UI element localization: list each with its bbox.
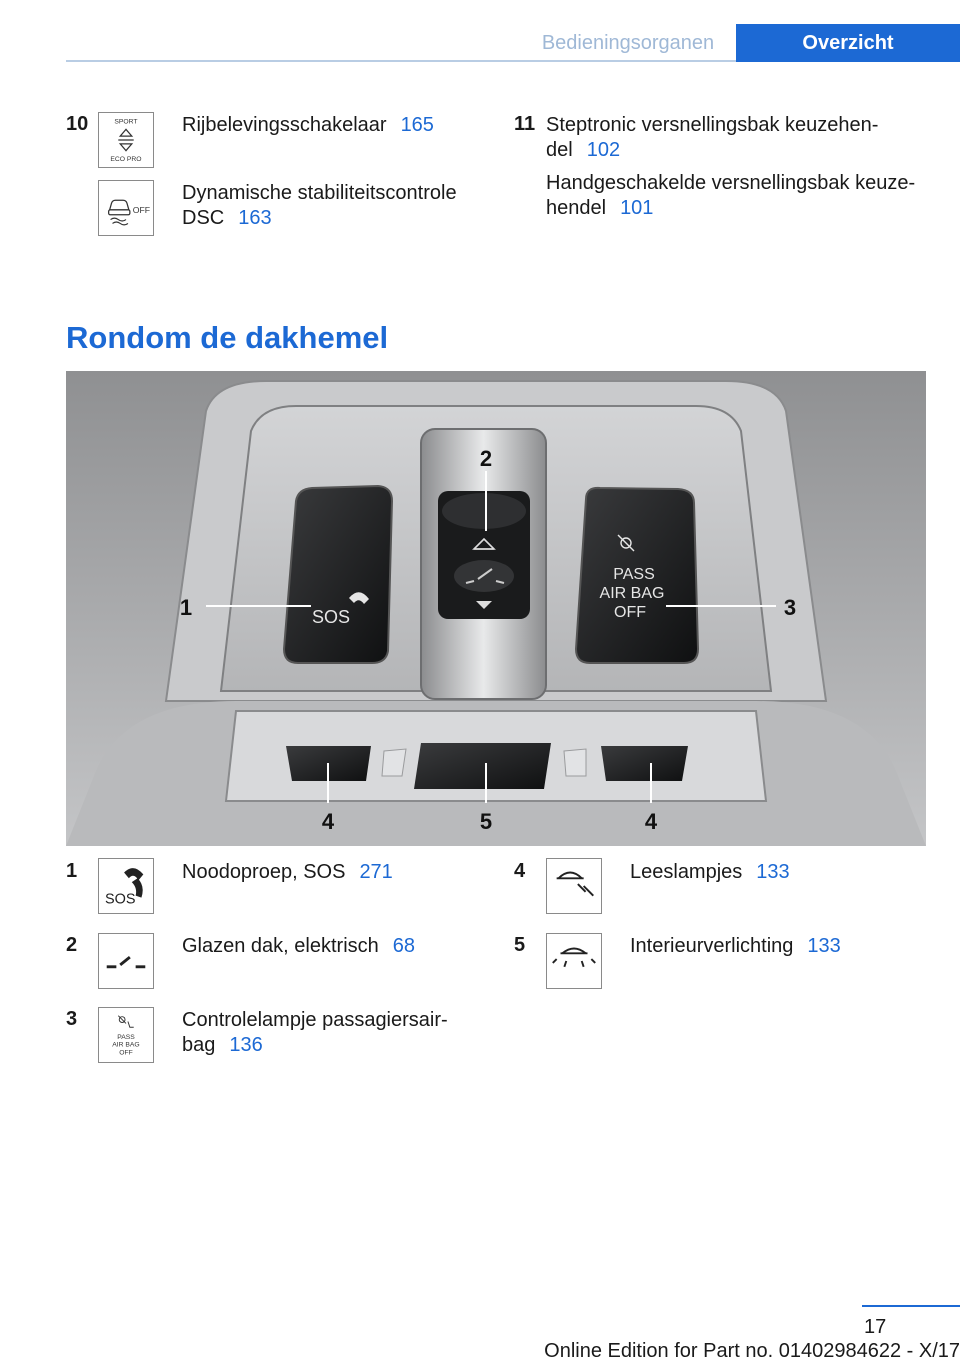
page-ref-68[interactable]: 68	[392, 935, 416, 957]
item10-entry-1-text: Rijbelevingsschakelaar	[182, 114, 387, 136]
callout-3: 3	[783, 595, 797, 620]
page-ref-133-reading[interactable]: 133	[756, 861, 790, 883]
passenger-airbag-off-icon	[98, 1007, 154, 1063]
item10-entry-2-text: Dynamische stabiliteitscontrole DSC	[182, 182, 457, 229]
page-ref-136[interactable]: 136	[229, 1034, 263, 1056]
header-section-link[interactable]: Bedieningsorganen	[541, 31, 715, 54]
sos-phone-icon	[98, 858, 154, 914]
icon-off-text: OFF	[132, 204, 151, 215]
legend-number-5: 5	[514, 934, 526, 956]
page-ref-163[interactable]: 163	[238, 207, 272, 229]
item10-entry-1	[182, 113, 482, 138]
page-ref-102[interactable]: 102	[586, 139, 621, 161]
legend-entry-1	[182, 860, 482, 885]
icon-pass-text: PASS	[117, 1033, 135, 1041]
page-ref-165[interactable]: 165	[400, 114, 434, 136]
page-number: 17	[864, 1316, 887, 1338]
legend-entry-5-text: Interieurverlichting	[630, 935, 794, 957]
legend-number-3: 3	[66, 1008, 78, 1030]
callout-1: 1	[179, 595, 193, 620]
item11-para-2	[546, 171, 926, 221]
icon-ecopro-text: ECO PRO	[110, 156, 142, 164]
icon-airbag-off-text: OFF	[119, 1049, 133, 1057]
icon-sos-text: SOS	[104, 891, 136, 908]
callout-2: 2	[479, 446, 493, 471]
legend-entry-4-text: Leeslampjes	[630, 861, 743, 883]
legend-entry-3	[182, 1008, 452, 1058]
glass-roof-icon	[98, 933, 154, 989]
item10-entry-2	[182, 181, 482, 231]
item-number-11: 11	[514, 113, 536, 135]
reading-lamp-icon	[546, 858, 602, 914]
section-title: Rondom de dakhemel	[66, 320, 389, 355]
airbag-line-3: OFF	[614, 604, 646, 621]
legend-number-1: 1	[66, 860, 78, 882]
item-number-10: 10	[66, 113, 89, 135]
item11-para-2-text: Handgeschakelde versnellingsbak keuze-hendel	[546, 172, 916, 219]
sos-button-label: SOS	[311, 607, 351, 627]
sport-ecopro-switch-icon	[98, 112, 154, 168]
item11-para-1-text: Steptronic versnellingsbak keuzehen-del	[546, 114, 879, 161]
legend-entry-5	[630, 934, 930, 959]
icon-sport-text: SPORT	[114, 118, 138, 126]
legend-entry-4	[630, 860, 930, 885]
dsc-off-icon	[98, 180, 154, 236]
footer-rule	[862, 1305, 960, 1307]
item11-para-1	[546, 113, 926, 163]
page-ref-101[interactable]: 101	[620, 197, 654, 219]
legend-number-4: 4	[514, 860, 526, 882]
footer-edition: Online Edition for Part no. 01402984622 - X/17	[544, 1340, 960, 1362]
icon-airbag-text: AIR BAG	[112, 1041, 140, 1049]
header-tab-overview[interactable]: Overzicht	[736, 24, 960, 62]
airbag-line-1: PASS	[613, 566, 655, 583]
page-ref-271[interactable]: 271	[359, 861, 393, 883]
callout-4-right: 4	[644, 809, 658, 834]
legend-entry-1-text: Noodoproep, SOS	[182, 861, 346, 883]
page-ref-133-interior[interactable]: 133	[807, 935, 841, 957]
legend-entry-2	[182, 934, 482, 959]
interior-light-icon	[546, 933, 602, 989]
legend-entry-3-text: Controlelampje passagiersair-bag	[182, 1009, 448, 1056]
callout-4-left: 4	[321, 809, 335, 834]
callout-5: 5	[479, 809, 493, 834]
legend-entry-2-text: Glazen dak, elektrisch	[182, 935, 379, 957]
airbag-line-2: AIR BAG	[599, 585, 665, 602]
legend-number-2: 2	[66, 934, 78, 956]
roofliner-photo	[66, 371, 926, 846]
